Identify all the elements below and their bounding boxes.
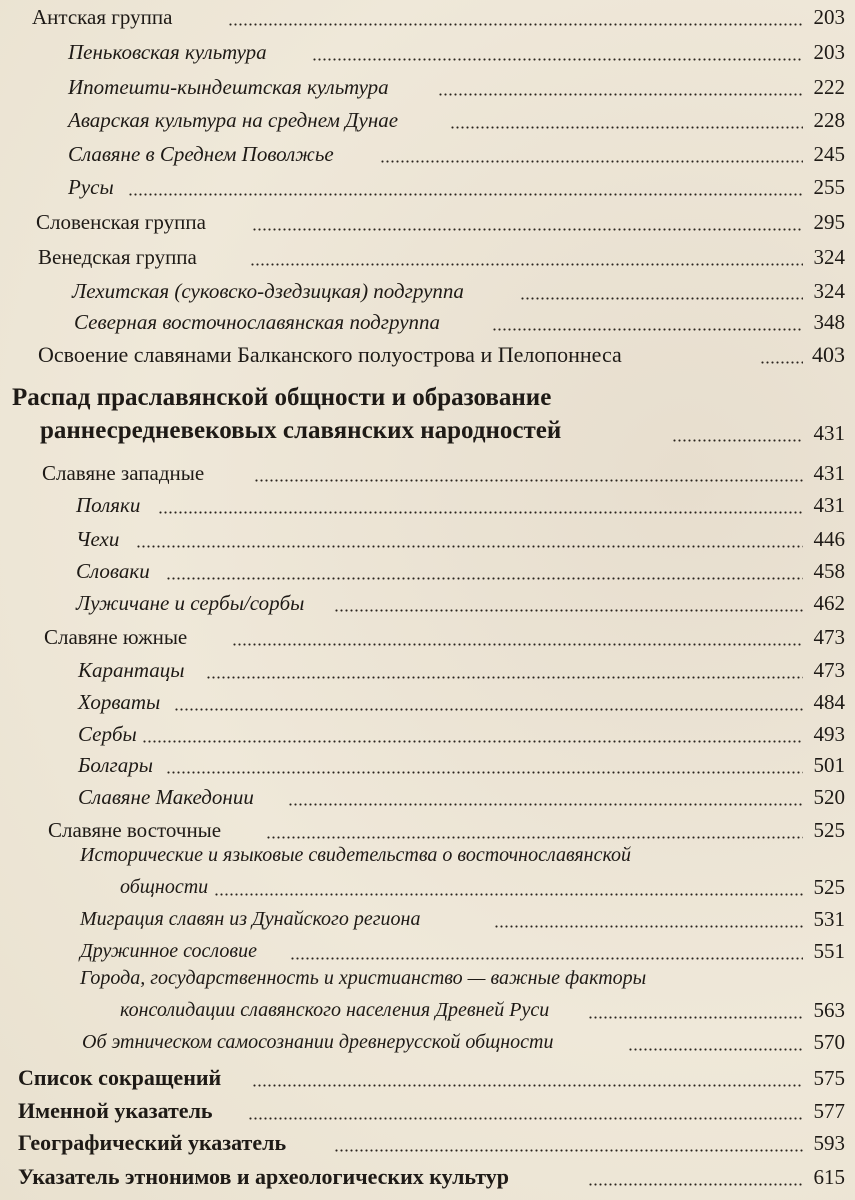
toc-entry-title: Славяне Македонии xyxy=(78,785,254,809)
toc-entry xyxy=(0,1063,855,1093)
dot-leader xyxy=(494,925,803,928)
toc-entry-title: Поляки xyxy=(76,493,141,517)
toc-entry-page: 348 xyxy=(813,310,845,334)
toc-entry xyxy=(0,37,855,67)
toc-entry-title: Хорваты xyxy=(78,690,161,714)
toc-entry-page: 473 xyxy=(813,658,845,682)
toc-entry xyxy=(0,307,855,337)
dot-leader xyxy=(628,1048,803,1051)
toc-entry-page: 462 xyxy=(813,591,845,615)
toc-entry-title: Венедская группа xyxy=(38,245,197,269)
toc-entry-title: Ипотешти-кындештская культура xyxy=(68,75,389,99)
toc-entry-title: Карантацы xyxy=(78,658,185,682)
toc-entry-title: Русы xyxy=(68,175,114,199)
dot-leader xyxy=(250,263,803,266)
dot-leader xyxy=(312,58,803,61)
toc-entry-title: Северная восточнославянская подгруппа xyxy=(74,310,441,334)
toc-entry-title: Географический указатель xyxy=(18,1130,287,1155)
toc-entry-page: 520 xyxy=(813,785,845,809)
dot-leader xyxy=(252,1084,803,1087)
dot-leader xyxy=(142,740,803,743)
toc-entry-title-continued: общности xyxy=(120,876,209,898)
toc-entry xyxy=(0,524,855,554)
toc-entry xyxy=(0,782,855,812)
dot-leader xyxy=(588,1183,803,1186)
toc-entry-title: Славяне восточные xyxy=(48,818,222,842)
toc-entry-page: 473 xyxy=(813,625,845,649)
toc-entry-page: 563 xyxy=(813,998,845,1022)
toc-entry-title: Славяне южные xyxy=(44,625,188,649)
dot-leader xyxy=(520,297,803,300)
toc-entry-page: 255 xyxy=(813,175,845,199)
toc-entry xyxy=(0,815,855,845)
toc-entry-title: Именной указатель xyxy=(18,1098,213,1123)
dot-leader xyxy=(760,361,803,364)
toc-entry-title: Словенская группа xyxy=(36,210,206,234)
toc-entry-title: Лехитская (суковско-дзедзицкая) подгруппа xyxy=(72,279,464,303)
toc-entry xyxy=(0,904,855,934)
toc-entry-title: Словаки xyxy=(76,559,150,583)
toc-entry-page: 525 xyxy=(813,818,845,842)
toc-entry xyxy=(0,105,855,135)
dot-leader xyxy=(438,93,803,96)
toc-entry-page: 295 xyxy=(813,210,845,234)
toc-entry-page: 403 xyxy=(812,342,845,367)
toc-entry-page: 593 xyxy=(813,1131,845,1155)
toc-entry-page: 203 xyxy=(813,40,845,64)
toc-entry xyxy=(0,458,855,488)
dot-leader xyxy=(254,479,803,482)
dot-leader xyxy=(334,609,803,612)
toc-entry xyxy=(0,139,855,169)
dot-leader xyxy=(252,228,803,231)
toc-entry xyxy=(0,687,855,717)
toc-entry-title: Чехи xyxy=(76,527,120,551)
toc-entry-page: 458 xyxy=(813,559,845,583)
toc-entry-page: 446 xyxy=(813,527,845,551)
toc-entry-title-continued: раннесредневековых славянских народностей xyxy=(40,417,562,444)
toc-entry xyxy=(0,242,855,272)
dot-leader xyxy=(492,328,803,331)
dot-leader xyxy=(228,23,803,26)
toc-entry-title: Пеньковская культура xyxy=(68,40,267,64)
dot-leader xyxy=(166,771,803,774)
dot-leader xyxy=(288,803,803,806)
toc-entry-page: 431 xyxy=(813,493,845,517)
toc-entry-page: 431 xyxy=(813,421,845,445)
toc-entry-page: 493 xyxy=(813,722,845,746)
toc-entry xyxy=(0,207,855,237)
toc-entry xyxy=(0,1162,855,1192)
toc-entry xyxy=(0,622,855,652)
toc-entry xyxy=(0,1128,855,1158)
toc-entry xyxy=(0,340,855,370)
dot-leader xyxy=(158,511,803,514)
toc-entry-page: 615 xyxy=(813,1165,845,1189)
dot-leader xyxy=(206,676,803,679)
toc-entry-page: 577 xyxy=(813,1099,845,1123)
toc-entry-title: Об этническом самосознании древнерусской общности xyxy=(82,1031,554,1053)
toc-entry xyxy=(0,750,855,780)
toc-entry-title: Освоение славянами Балканского полуострова и Пелопоннеса xyxy=(38,342,622,367)
toc-entry xyxy=(0,276,855,306)
toc-entry xyxy=(0,72,855,102)
toc-entry-page: 245 xyxy=(813,142,845,166)
toc-entry xyxy=(0,556,855,586)
toc-entry xyxy=(0,2,855,32)
dot-leader xyxy=(128,193,803,196)
toc-entry xyxy=(0,655,855,685)
toc-entry-page: 228 xyxy=(813,108,845,132)
dot-leader xyxy=(232,643,803,646)
dot-leader xyxy=(588,1016,803,1019)
dot-leader xyxy=(136,545,803,548)
toc-entry-page: 431 xyxy=(813,461,845,485)
toc-entry-page: 570 xyxy=(813,1030,845,1054)
toc-entry-page: 222 xyxy=(813,75,845,99)
toc-entry-page: 324 xyxy=(813,279,845,303)
toc-entry xyxy=(0,1096,855,1126)
toc-entry-page: 551 xyxy=(813,939,845,963)
dot-leader xyxy=(166,577,803,580)
toc-entry-title: Сербы xyxy=(78,722,137,746)
dot-leader xyxy=(266,836,803,839)
toc-entry-title: Миграция славян из Дунайского региона xyxy=(80,908,421,930)
dot-leader xyxy=(214,893,803,896)
dot-leader xyxy=(380,160,803,163)
toc-entry-title: Список сокращений xyxy=(18,1065,222,1090)
toc-entry-title: Болгары xyxy=(78,753,153,777)
toc-entry-title-continued: консолидации славянского населения Древней Руси xyxy=(120,999,550,1021)
toc-entry-title: Славяне западные xyxy=(42,461,205,485)
toc-entry-title: Славяне в Среднем Поволжье xyxy=(68,142,334,166)
toc-entry xyxy=(0,719,855,749)
toc-entry-page: 203 xyxy=(813,5,845,29)
toc-entry xyxy=(0,588,855,618)
toc-entry-page: 525 xyxy=(813,875,845,899)
toc-entry-title: Указатель этнонимов и археологических культур xyxy=(18,1164,509,1189)
dot-leader xyxy=(450,126,803,129)
toc-entry-page: 501 xyxy=(813,753,845,777)
toc-entry-title: Города, государственность и христианство — важные факторы xyxy=(80,967,647,989)
dot-leader xyxy=(248,1117,803,1120)
toc-entry-page: 324 xyxy=(813,245,845,269)
dot-leader xyxy=(334,1149,803,1152)
toc-entry-title: Лужичане и сербы/сорбы xyxy=(76,591,305,615)
toc-entry-page: 484 xyxy=(813,690,845,714)
toc-entry-title: Дружинное сословие xyxy=(80,940,257,962)
toc-entry xyxy=(0,936,855,966)
toc-entry-title: Исторические и языковые свидетельства о восточнославянской xyxy=(80,844,632,866)
toc-entry-page: 575 xyxy=(813,1066,845,1090)
toc-entry-title: Антская группа xyxy=(32,5,173,29)
toc-entry-page: 531 xyxy=(813,907,845,931)
toc-entry xyxy=(0,490,855,520)
dot-leader xyxy=(174,708,803,711)
toc-entry xyxy=(0,1027,855,1057)
toc-entry xyxy=(0,172,855,202)
toc-entry-title: Распад праславянской общности и образование xyxy=(12,384,552,411)
toc-entry-title: Аварская культура на среднем Дунае xyxy=(68,108,399,132)
dot-leader xyxy=(290,957,803,960)
dot-leader xyxy=(672,439,803,442)
